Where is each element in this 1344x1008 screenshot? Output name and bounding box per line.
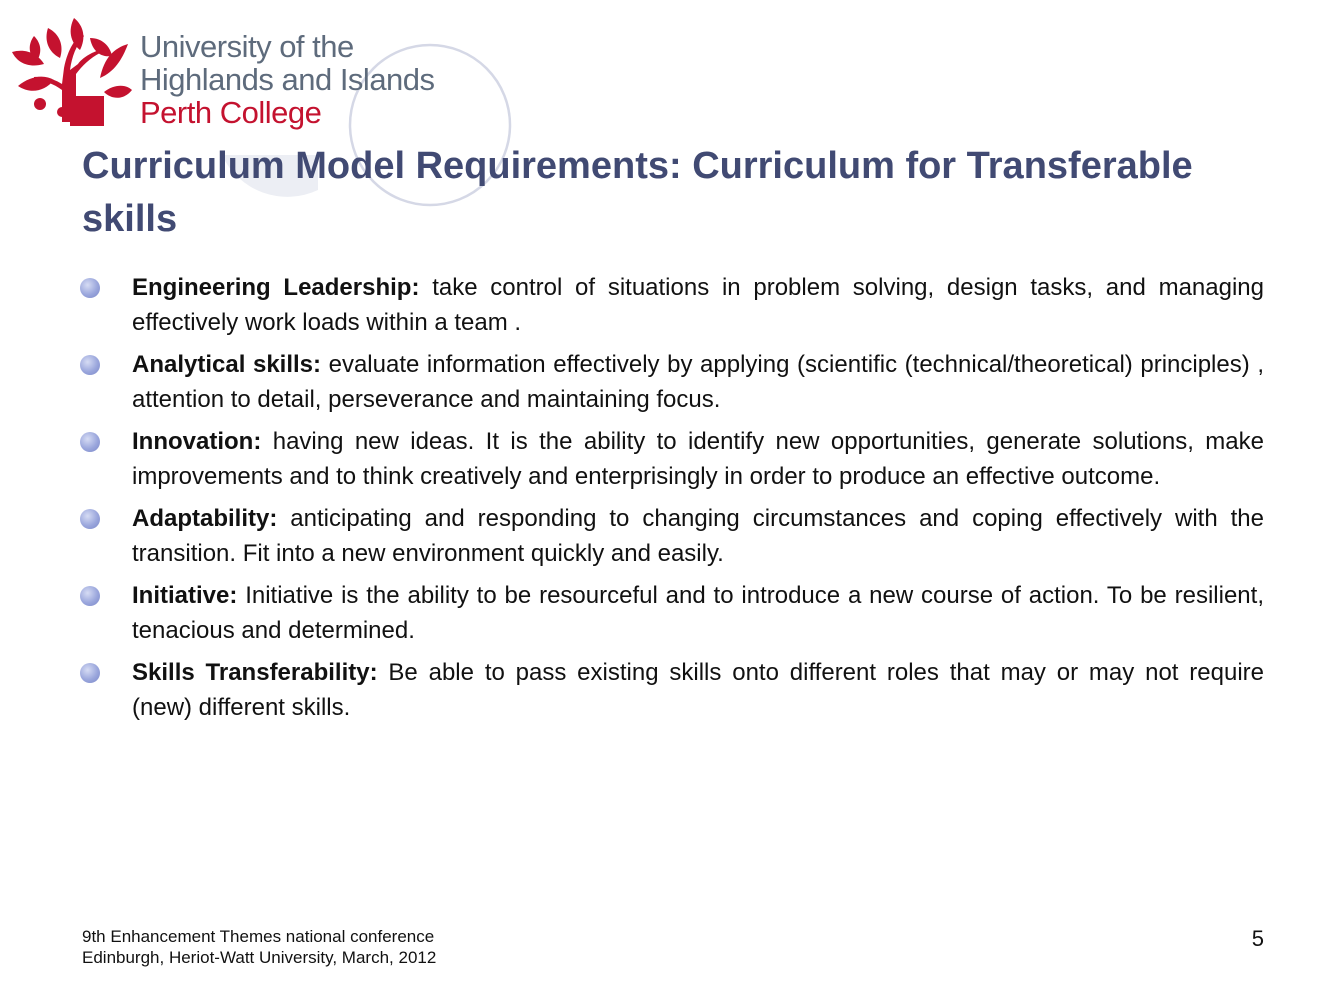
bullet-item xyxy=(80,578,1264,648)
bullet-text: take control of situations in problem solving, design tasks, and managing effectively work loads within a team . xyxy=(132,274,1264,336)
slide-title: Curriculum Model Requirements: Curriculum for Transferable skills xyxy=(82,145,1193,240)
bullet-item xyxy=(80,501,1264,571)
bullet-item xyxy=(80,424,1264,494)
bullet-text: Be able to pass existing skills onto different roles that may or may not require (new) different skills. xyxy=(132,659,1264,721)
bullet-dot-icon xyxy=(80,278,100,298)
bullet-text: having new ideas. It is the ability to identify new opportunities, generate solutions, make improvements and to think creatively and enterprisingly in order to produce an effective outcome. xyxy=(132,428,1264,490)
footer-conference-info xyxy=(82,926,436,968)
footer-line-2: Edinburgh, Heriot-Watt University, March, 2012 xyxy=(82,948,437,967)
bullet-text: anticipating and responding to changing circumstances and coping effectively with the transition. Fit into a new environment quickly and easily. xyxy=(132,505,1264,567)
page-number: 5 xyxy=(1251,926,1264,951)
bullet-term: Analytical skills: xyxy=(132,351,322,378)
bullet-term: Skills Transferability: xyxy=(132,659,378,686)
bullet-dot-icon xyxy=(80,509,100,529)
tree-logo-icon xyxy=(4,8,132,130)
university-logo-wordmark xyxy=(140,30,435,129)
bullet-item xyxy=(80,655,1264,725)
bullet-term: Innovation: xyxy=(132,428,262,455)
bullet-dot-icon xyxy=(80,586,100,606)
logo-line-2: Highlands and Islands xyxy=(140,62,435,97)
bullet-text: Initiative is the ability to be resourceful and to introduce a new course of action. To be resilient, tenacious and determined. xyxy=(132,582,1264,644)
bullet-dot-icon xyxy=(80,432,100,452)
logo-line-1: University of the xyxy=(140,29,354,64)
bullet-dot-icon xyxy=(80,355,100,375)
logo-line-3: Perth College xyxy=(140,95,322,130)
bullet-term: Engineering Leadership: xyxy=(132,274,420,301)
bullet-dot-icon xyxy=(80,663,100,683)
bullet-item xyxy=(80,270,1264,340)
bullet-term: Adaptability: xyxy=(132,505,278,532)
bullet-term: Initiative: xyxy=(132,582,238,609)
bullet-text: evaluate information effectively by applying (scientific (technical/theoretical) principles) , attention to detail, perseverance and maintaining focus. xyxy=(132,351,1264,413)
skills-bullet-list xyxy=(80,270,1264,732)
footer-line-1: 9th Enhancement Themes national conference xyxy=(82,927,435,946)
bullet-item xyxy=(80,347,1264,417)
